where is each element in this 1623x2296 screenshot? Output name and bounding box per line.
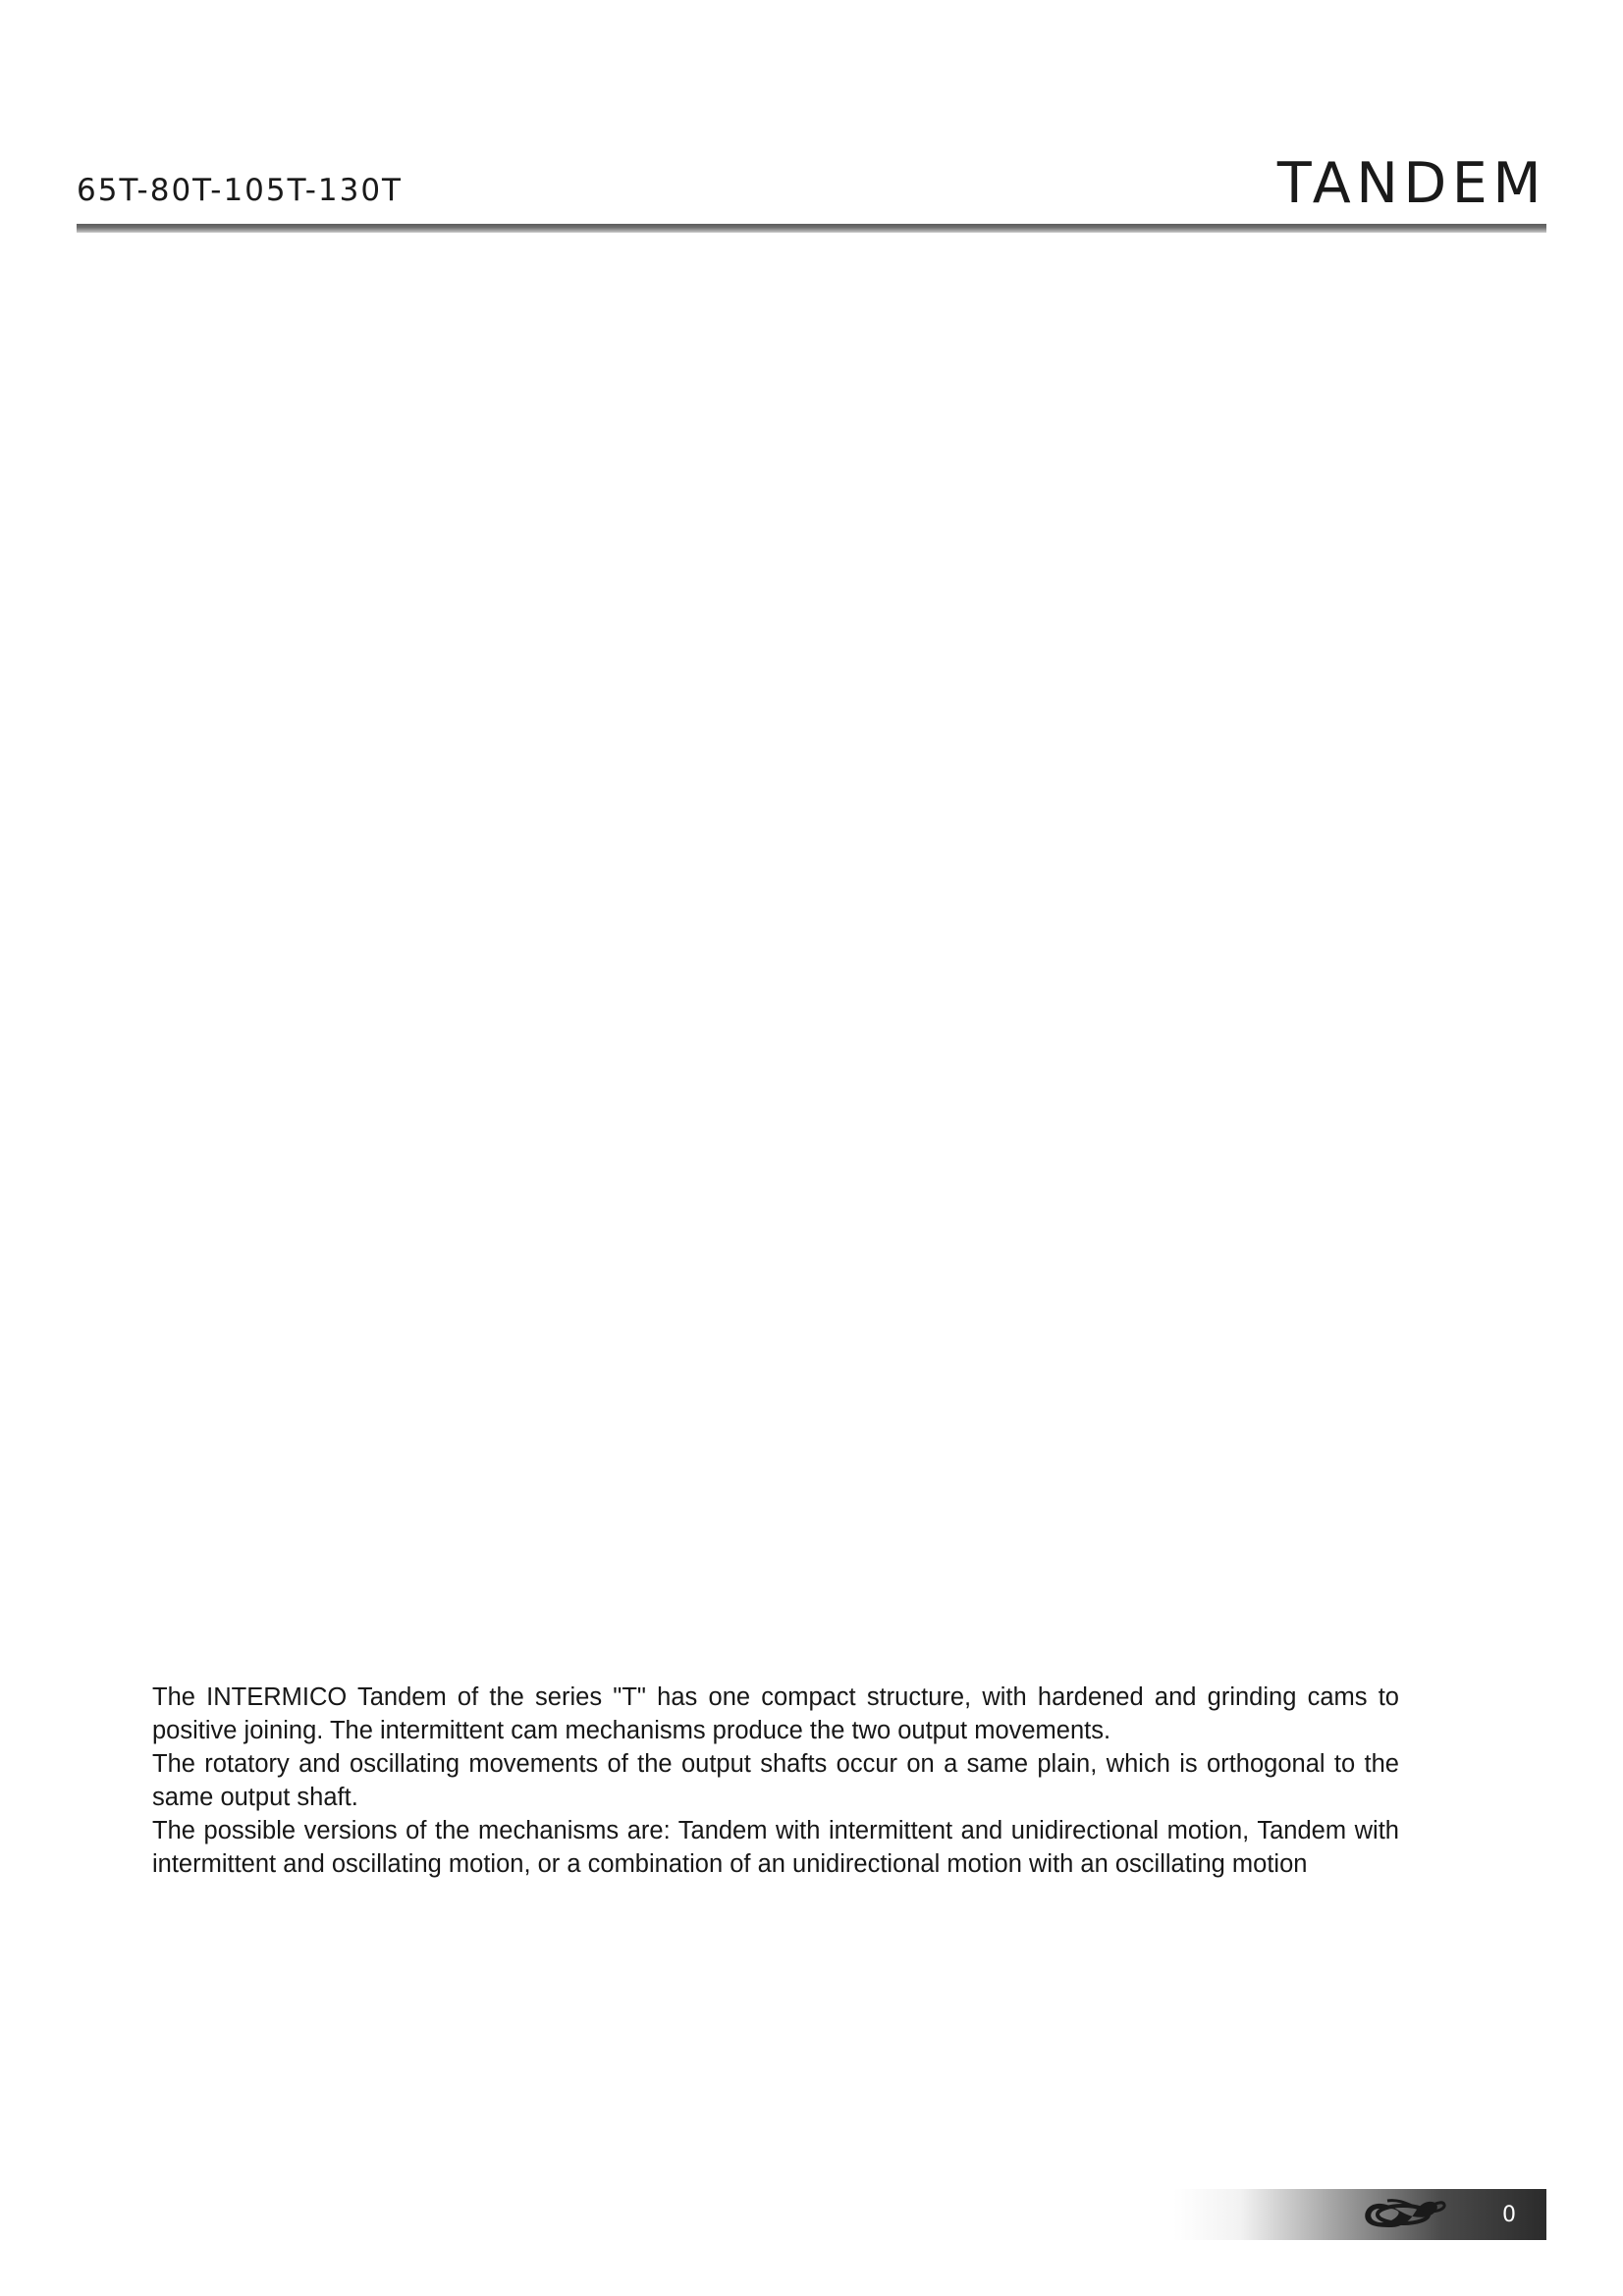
intermico-knot-logo-icon (1358, 2193, 1452, 2236)
body-paragraph-2: The rotatory and oscillating movements of the output shafts occur on a same plain, which is orthogonal to the same output shaft. (152, 1750, 1399, 1811)
body-paragraph-3: The possible versions of the mechanisms are: Tandem with intermittent and unidirectional motion, Tandem with intermittent and oscillating motion, or a combination of an unidirectional motion with an oscillating motion (152, 1817, 1399, 1878)
page-footer (1173, 2189, 1546, 2240)
body-paragraph-1: The INTERMICO Tandem of the series "T" has one compact structure, with hardened and grinding cams to positive joining. The intermittent cam mechanisms produce the two output movements. (152, 1683, 1399, 1744)
header-divider-rule (77, 224, 1546, 233)
header-model-codes: 65T-80T-105T-130T (77, 173, 403, 208)
page-header (77, 151, 1546, 226)
header-brand-title: TANDEM (1276, 151, 1546, 216)
footer-page-number: 0 (1502, 2202, 1517, 2227)
body-text-block (152, 1681, 1399, 1881)
